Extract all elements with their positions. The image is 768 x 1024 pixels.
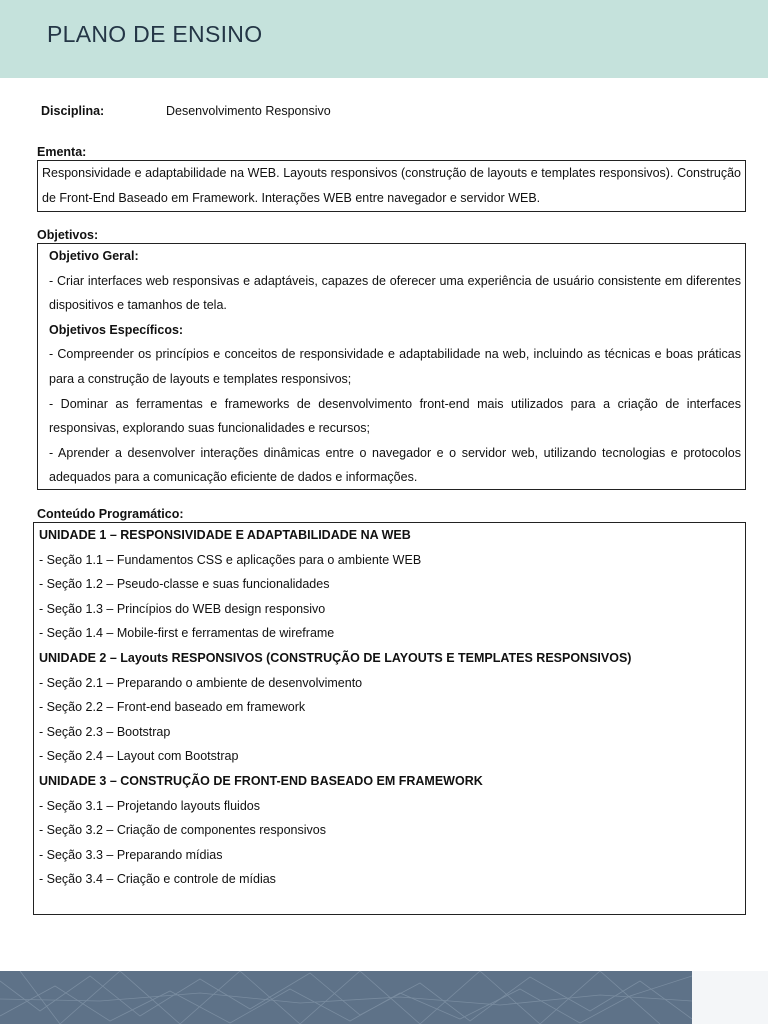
secao-item: - Seção 2.3 – Bootstrap <box>39 724 171 739</box>
disciplina-label: Disciplina: <box>41 104 105 118</box>
objetivo-especifico-item: - Dominar as ferramentas e frameworks de desenvolvimento front-end mais utilizados para a criação de interfaces responsivas, explorando suas funcionalidades e recursos; <box>49 396 741 436</box>
conteudo-label: Conteúdo Programático: <box>37 507 184 521</box>
unidade-title: UNIDADE 3 – CONSTRUÇÃO DE FRONT-END BASEADO EM FRAMEWORK <box>39 773 483 788</box>
secao-item: - Seção 3.2 – Criação de componentes responsivos <box>39 823 326 838</box>
objetivo-especifico-item: - Aprender a desenvolver interações dinâmicas entre o navegador e o servidor web, utilizando tecnologias e protocolos adequados para a comunicação eficiente de dados e informações. <box>49 445 741 485</box>
ementa-box <box>37 160 746 212</box>
secao-item: - Seção 1.2 – Pseudo-classe e suas funcionalidades <box>39 577 330 592</box>
objetivo-especifico-item: - Compreender os princípios e conceitos de responsividade e adaptabilidade na web, incluindo as técnicas e boas práticas para a construção de layouts e templates responsivos; <box>49 347 741 386</box>
secao-item: - Seção 1.3 – Princípios do WEB design responsivo <box>39 601 326 616</box>
secao-item: - Seção 3.4 – Criação e controle de mídias <box>39 872 276 887</box>
secao-item: - Seção 2.2 – Front-end baseado em framework <box>39 700 306 715</box>
objetivos-label: Objetivos: <box>37 228 99 242</box>
page-header <box>0 0 768 78</box>
objetivo-geral-title: Objetivo Geral: <box>49 249 139 263</box>
unidade-title: UNIDADE 2 – Layouts RESPONSIVOS (CONSTRUÇÃO DE LAYOUTS E TEMPLATES RESPONSIVOS) <box>39 650 632 665</box>
unidade-title: UNIDADE 1 – RESPONSIVIDADE E ADAPTABILIDADE NA WEB <box>39 528 411 542</box>
secao-item: - Seção 3.3 – Preparando mídias <box>39 847 223 862</box>
footer-band <box>0 971 692 1024</box>
footer-pattern <box>0 971 692 1024</box>
objetivos-especificos-title: Objetivos Específicos: <box>49 322 184 337</box>
secao-item: - Seção 3.1 – Projetando layouts fluidos <box>39 798 260 813</box>
objetivos-box <box>37 243 746 490</box>
secao-item: - Seção 2.4 – Layout com Bootstrap <box>39 749 239 764</box>
conteudo-box <box>33 522 746 915</box>
ementa-label: Ementa: <box>37 145 87 159</box>
disciplina-value: Desenvolvimento Responsivo <box>166 104 331 118</box>
ementa-text: Responsividade e adaptabilidade na WEB. Layouts responsivos (construção de layouts e templates responsivos). Construção de Front-End Baseado em Framework. Interações WEB entre navegador e servidor WEB. <box>42 166 741 205</box>
secao-item: - Seção 1.4 – Mobile-first e ferramentas de wireframe <box>39 626 335 641</box>
secao-item: - Seção 2.1 – Preparando o ambiente de desenvolvimento <box>39 675 363 690</box>
footer-corner <box>692 971 768 1024</box>
secao-item: - Seção 1.1 – Fundamentos CSS e aplicações para o ambiente WEB <box>39 552 422 567</box>
page-title: PLANO DE ENSINO <box>47 21 263 47</box>
objetivo-geral-text: - Criar interfaces web responsivas e adaptáveis, capazes de oferecer uma experiência de usuário consistente em diferentes dispositivos e tamanhos de tela. <box>49 273 741 313</box>
